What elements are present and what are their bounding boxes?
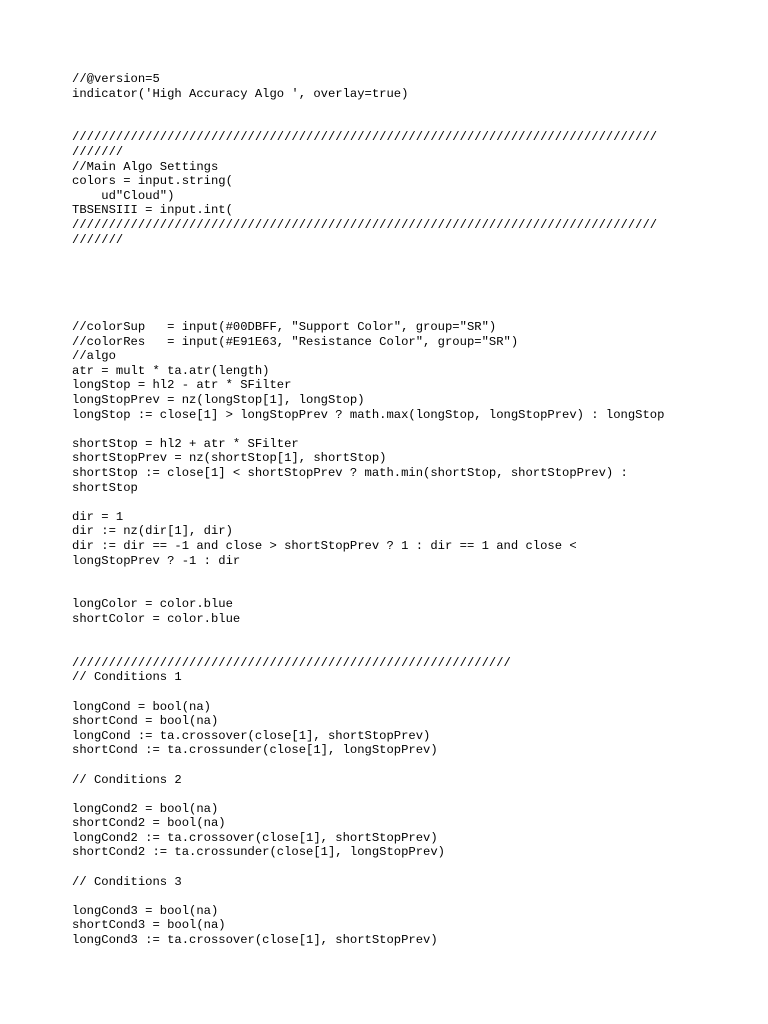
code-line: dir := nz(dir[1], dir) (72, 524, 233, 539)
code-line (72, 627, 712, 642)
code-line: //@version=5 (72, 72, 160, 86)
code-line: shortCond := ta.crossunder(close[1], longStopPrev) (72, 743, 438, 758)
code-line (72, 568, 712, 583)
code-line: longCond = bool(na) (72, 699, 211, 714)
code-line: //////////////////////////////////////////////////////////////////////////////// (72, 130, 658, 145)
code-line: shortStop := close[1] < shortStopPrev ? math.min(shortStop, shortStopPrev) : (72, 466, 628, 481)
code-line (72, 787, 712, 802)
code-line (72, 889, 712, 904)
code-block (72, 72, 712, 948)
code-line: //algo (72, 349, 116, 364)
code-line: longCond2 := ta.crossover(close[1], shortStopPrev) (72, 830, 438, 845)
code-line (72, 758, 712, 773)
code-line: longStopPrev = nz(longStop[1], longStop) (72, 393, 365, 408)
code-line: longColor = color.blue (72, 597, 233, 612)
code-line: indicator('High Accuracy Algo ', overlay=true) (72, 86, 409, 101)
code-line: atr = mult * ta.atr(length) (72, 363, 270, 378)
code-line: shortCond2 = bool(na) (72, 816, 226, 831)
code-line (72, 247, 712, 262)
code-line (72, 306, 712, 321)
code-line: longCond3 = bool(na) (72, 903, 219, 918)
code-line: //////////////////////////////////////////////////////////////////////////////// (72, 217, 658, 232)
code-line (72, 583, 712, 598)
code-line: // Conditions 1 (72, 670, 182, 685)
code-line: //colorRes = input(#E91E63, "Resistance Color", group="SR") (72, 334, 519, 349)
code-line (72, 641, 712, 656)
code-line: TBSENSIII = input.int( (72, 203, 233, 218)
code-line: shortCond3 = bool(na) (72, 918, 226, 933)
code-line: //Main Algo Settings (72, 159, 219, 174)
code-line: /////// (72, 232, 124, 247)
code-line: ud"Cloud") (72, 188, 175, 203)
code-line: longStop := close[1] > longStopPrev ? math.max(longStop, longStopPrev) : longStop (72, 407, 665, 422)
code-line (72, 116, 712, 131)
code-line: shortStop (72, 480, 138, 495)
code-line (72, 860, 712, 875)
code-line: shortCond = bool(na) (72, 714, 219, 729)
code-line: longCond := ta.crossover(close[1], shortStopPrev) (72, 728, 431, 743)
code-line: colors = input.string( (72, 174, 233, 189)
code-line: longStopPrev ? -1 : dir (72, 553, 241, 568)
code-line: /////// (72, 144, 124, 159)
code-line: //////////////////////////////////////////////////////////// (72, 655, 511, 670)
code-line: shortCond2 := ta.crossunder(close[1], longStopPrev) (72, 845, 445, 860)
code-line: // Conditions 3 (72, 874, 182, 889)
code-line (72, 262, 712, 277)
code-line (72, 685, 712, 700)
code-line: shortStop = hl2 + atr * SFilter (72, 436, 299, 451)
code-line: shortStopPrev = nz(shortStop[1], shortStop) (72, 451, 387, 466)
code-line: longCond2 = bool(na) (72, 801, 219, 816)
code-line: longCond3 := ta.crossover(close[1], shortStopPrev) (72, 933, 438, 948)
code-line: dir = 1 (72, 509, 124, 524)
code-line: //colorSup = input(#00DBFF, "Support Color", group="SR") (72, 320, 497, 335)
code-line (72, 276, 712, 291)
code-line: dir := dir == -1 and close > shortStopPrev ? 1 : dir == 1 and close < (72, 539, 577, 553)
code-line: // Conditions 2 (72, 772, 182, 787)
code-line: shortColor = color.blue (72, 611, 241, 626)
code-line: longStop = hl2 - atr * SFilter (72, 378, 292, 393)
code-line (72, 101, 712, 116)
code-line (72, 422, 712, 437)
code-line (72, 291, 712, 306)
code-line (72, 495, 712, 510)
